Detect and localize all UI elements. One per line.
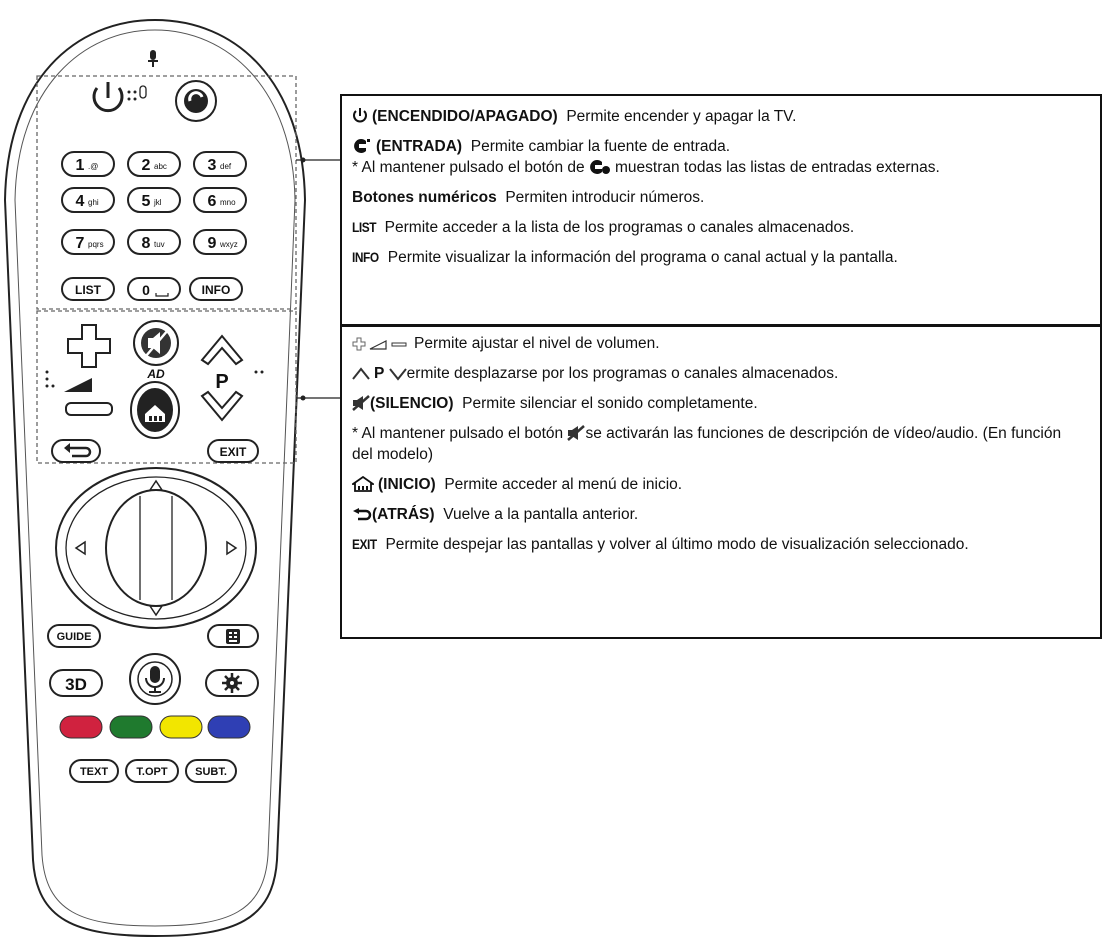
mute-text: Permite silenciar el sonido completamente. (462, 395, 758, 412)
remote-illustration (0, 0, 340, 940)
ad-label: AD (147, 367, 165, 381)
number-key-1[interactable] (62, 152, 114, 176)
text-button[interactable] (70, 760, 118, 782)
home-text: Permite acceder al menú de inicio. (444, 476, 683, 493)
leader-dot-bottom (301, 396, 306, 401)
mute-note-end: se activarán las funciones de descripción de vídeo/audio. (En función del modelo) (352, 425, 1062, 463)
volume-icons (352, 337, 410, 351)
number-key-digit: 7 (75, 235, 85, 252)
mute-title: (SILENCIO) (370, 395, 454, 412)
number-key-digit: 3 (207, 157, 217, 174)
subt-button[interactable] (186, 760, 236, 782)
p-label: P (215, 371, 229, 393)
three-d-button-label: 3D (65, 675, 87, 694)
color-key-2[interactable] (110, 716, 152, 738)
input-button[interactable] (176, 81, 216, 121)
input-description (352, 136, 1088, 157)
number-key-digit: 9 (207, 235, 217, 252)
guide-button-label: GUIDE (56, 631, 92, 643)
topt-button[interactable] (126, 760, 178, 782)
number-key-2[interactable] (128, 152, 180, 176)
numeric-title: Botones numéricos (352, 189, 497, 206)
exit-button-label: EXIT (219, 445, 247, 459)
number-key-letters: abc (154, 162, 167, 171)
number-key-digit: 8 (141, 235, 151, 252)
menu-button[interactable] (208, 625, 258, 647)
number-key-7[interactable] (62, 230, 114, 254)
back-button[interactable] (52, 440, 100, 462)
program-down-icon (389, 367, 407, 381)
input-title: (ENTRADA) (376, 138, 463, 155)
number-key-digit: 5 (141, 193, 151, 210)
back-icon (352, 508, 372, 522)
program-p-label: P (374, 365, 385, 382)
list-title: LIST (352, 219, 377, 235)
leader-dot-top (301, 158, 306, 163)
input-hold-icon (589, 159, 611, 175)
guide-button[interactable] (48, 625, 100, 647)
number-key-9[interactable] (194, 230, 246, 254)
number-key-5[interactable] (128, 188, 180, 212)
number-key-letters: pqrs (88, 240, 104, 249)
power-description (352, 106, 1088, 127)
number-key-letters: .@ (88, 162, 99, 171)
program-up-icon (352, 367, 370, 381)
home-button[interactable] (131, 382, 179, 438)
number-key-letters: def (220, 162, 232, 171)
home-icon (352, 476, 374, 492)
numeric-text: Permiten introducir números. (505, 189, 705, 206)
zero-button-label: 0 (142, 282, 150, 298)
numeric-description (352, 187, 1088, 208)
number-key-digit: 6 (207, 193, 217, 210)
home-description (352, 474, 1088, 495)
exit-description (352, 534, 1088, 555)
mute-ad-icon (567, 425, 585, 441)
info-text: Permite visualizar la información del programa o canal actual y la pantalla. (387, 249, 898, 266)
power-icon (352, 107, 368, 124)
exit-title: EXIT (352, 536, 377, 552)
number-key-letters: jkl (154, 198, 162, 207)
color-key-3[interactable] (160, 716, 202, 738)
back-description (352, 504, 1088, 525)
exit-text: Permite despejar las pantallas y volver al último modo de visualización seleccionado. (385, 536, 969, 553)
settings-button[interactable] (206, 670, 258, 696)
number-key-3[interactable] (194, 152, 246, 176)
mute-icon (352, 395, 370, 411)
list-button[interactable] (62, 278, 114, 300)
ok-wheel-button[interactable] (106, 490, 206, 606)
back-text: Vuelve a la pantalla anterior. (443, 506, 639, 523)
number-key-6[interactable] (194, 188, 246, 212)
info-button-label: INFO (201, 283, 231, 297)
program-description (352, 363, 1088, 384)
number-key-letters: wxyz (220, 240, 238, 249)
voice-mic-button[interactable] (130, 654, 180, 704)
info-button[interactable] (190, 278, 242, 300)
volume-down-button[interactable] (66, 403, 112, 415)
volume-description (352, 333, 1088, 354)
input-note-end: muestran todas las listas de entradas externas. (614, 159, 940, 176)
number-key-letters: tuv (154, 240, 165, 249)
number-key-4[interactable] (62, 188, 114, 212)
volume-text: Permite ajustar el nivel de volumen. (414, 335, 660, 352)
number-key-digit: 1 (75, 157, 85, 174)
power-text: Permite encender y apagar la TV. (566, 108, 797, 125)
input-icon (352, 138, 372, 154)
home-title: (INICIO) (378, 476, 436, 493)
color-key-4[interactable] (208, 716, 250, 738)
power-title: (ENCENDIDO/APAGADO) (372, 108, 558, 125)
mute-button[interactable] (134, 321, 178, 365)
mute-note (352, 423, 1072, 465)
three-d-button[interactable] (50, 670, 102, 696)
info-description (352, 247, 1088, 268)
list-button-label: LIST (75, 283, 101, 297)
exit-button[interactable] (208, 440, 258, 462)
info-title: INFO (352, 249, 379, 265)
number-key-digit: 4 (75, 193, 85, 210)
list-description (352, 217, 1088, 238)
zero-button[interactable] (128, 278, 180, 300)
input-note (352, 157, 1052, 178)
numeric-keypad (62, 152, 246, 254)
mute-description (352, 393, 1088, 414)
text-button-label: TEXT (79, 766, 109, 778)
list-text: Permite acceder a la lista de los programas o canales almacenados. (384, 219, 855, 236)
number-key-letters: ghi (88, 198, 99, 207)
description-box-top (340, 94, 1102, 326)
input-text: Permite cambiar la fuente de entrada. (470, 138, 731, 155)
mute-note-start: * Al mantener pulsado el botón (352, 425, 564, 442)
number-key-digit: 2 (141, 157, 151, 174)
description-box-bottom (340, 325, 1102, 639)
number-key-8[interactable] (128, 230, 180, 254)
program-text: ermite desplazarse por los programas o canales almacenados. (406, 365, 839, 382)
number-key-letters: mno (220, 198, 236, 207)
color-key-1[interactable] (60, 716, 102, 738)
subt-button-label: SUBT. (195, 766, 227, 778)
input-note-start: * Al mantener pulsado el botón de (352, 159, 585, 176)
topt-button-label: T.OPT (136, 766, 168, 778)
back-title: (ATRÁS) (372, 506, 435, 523)
